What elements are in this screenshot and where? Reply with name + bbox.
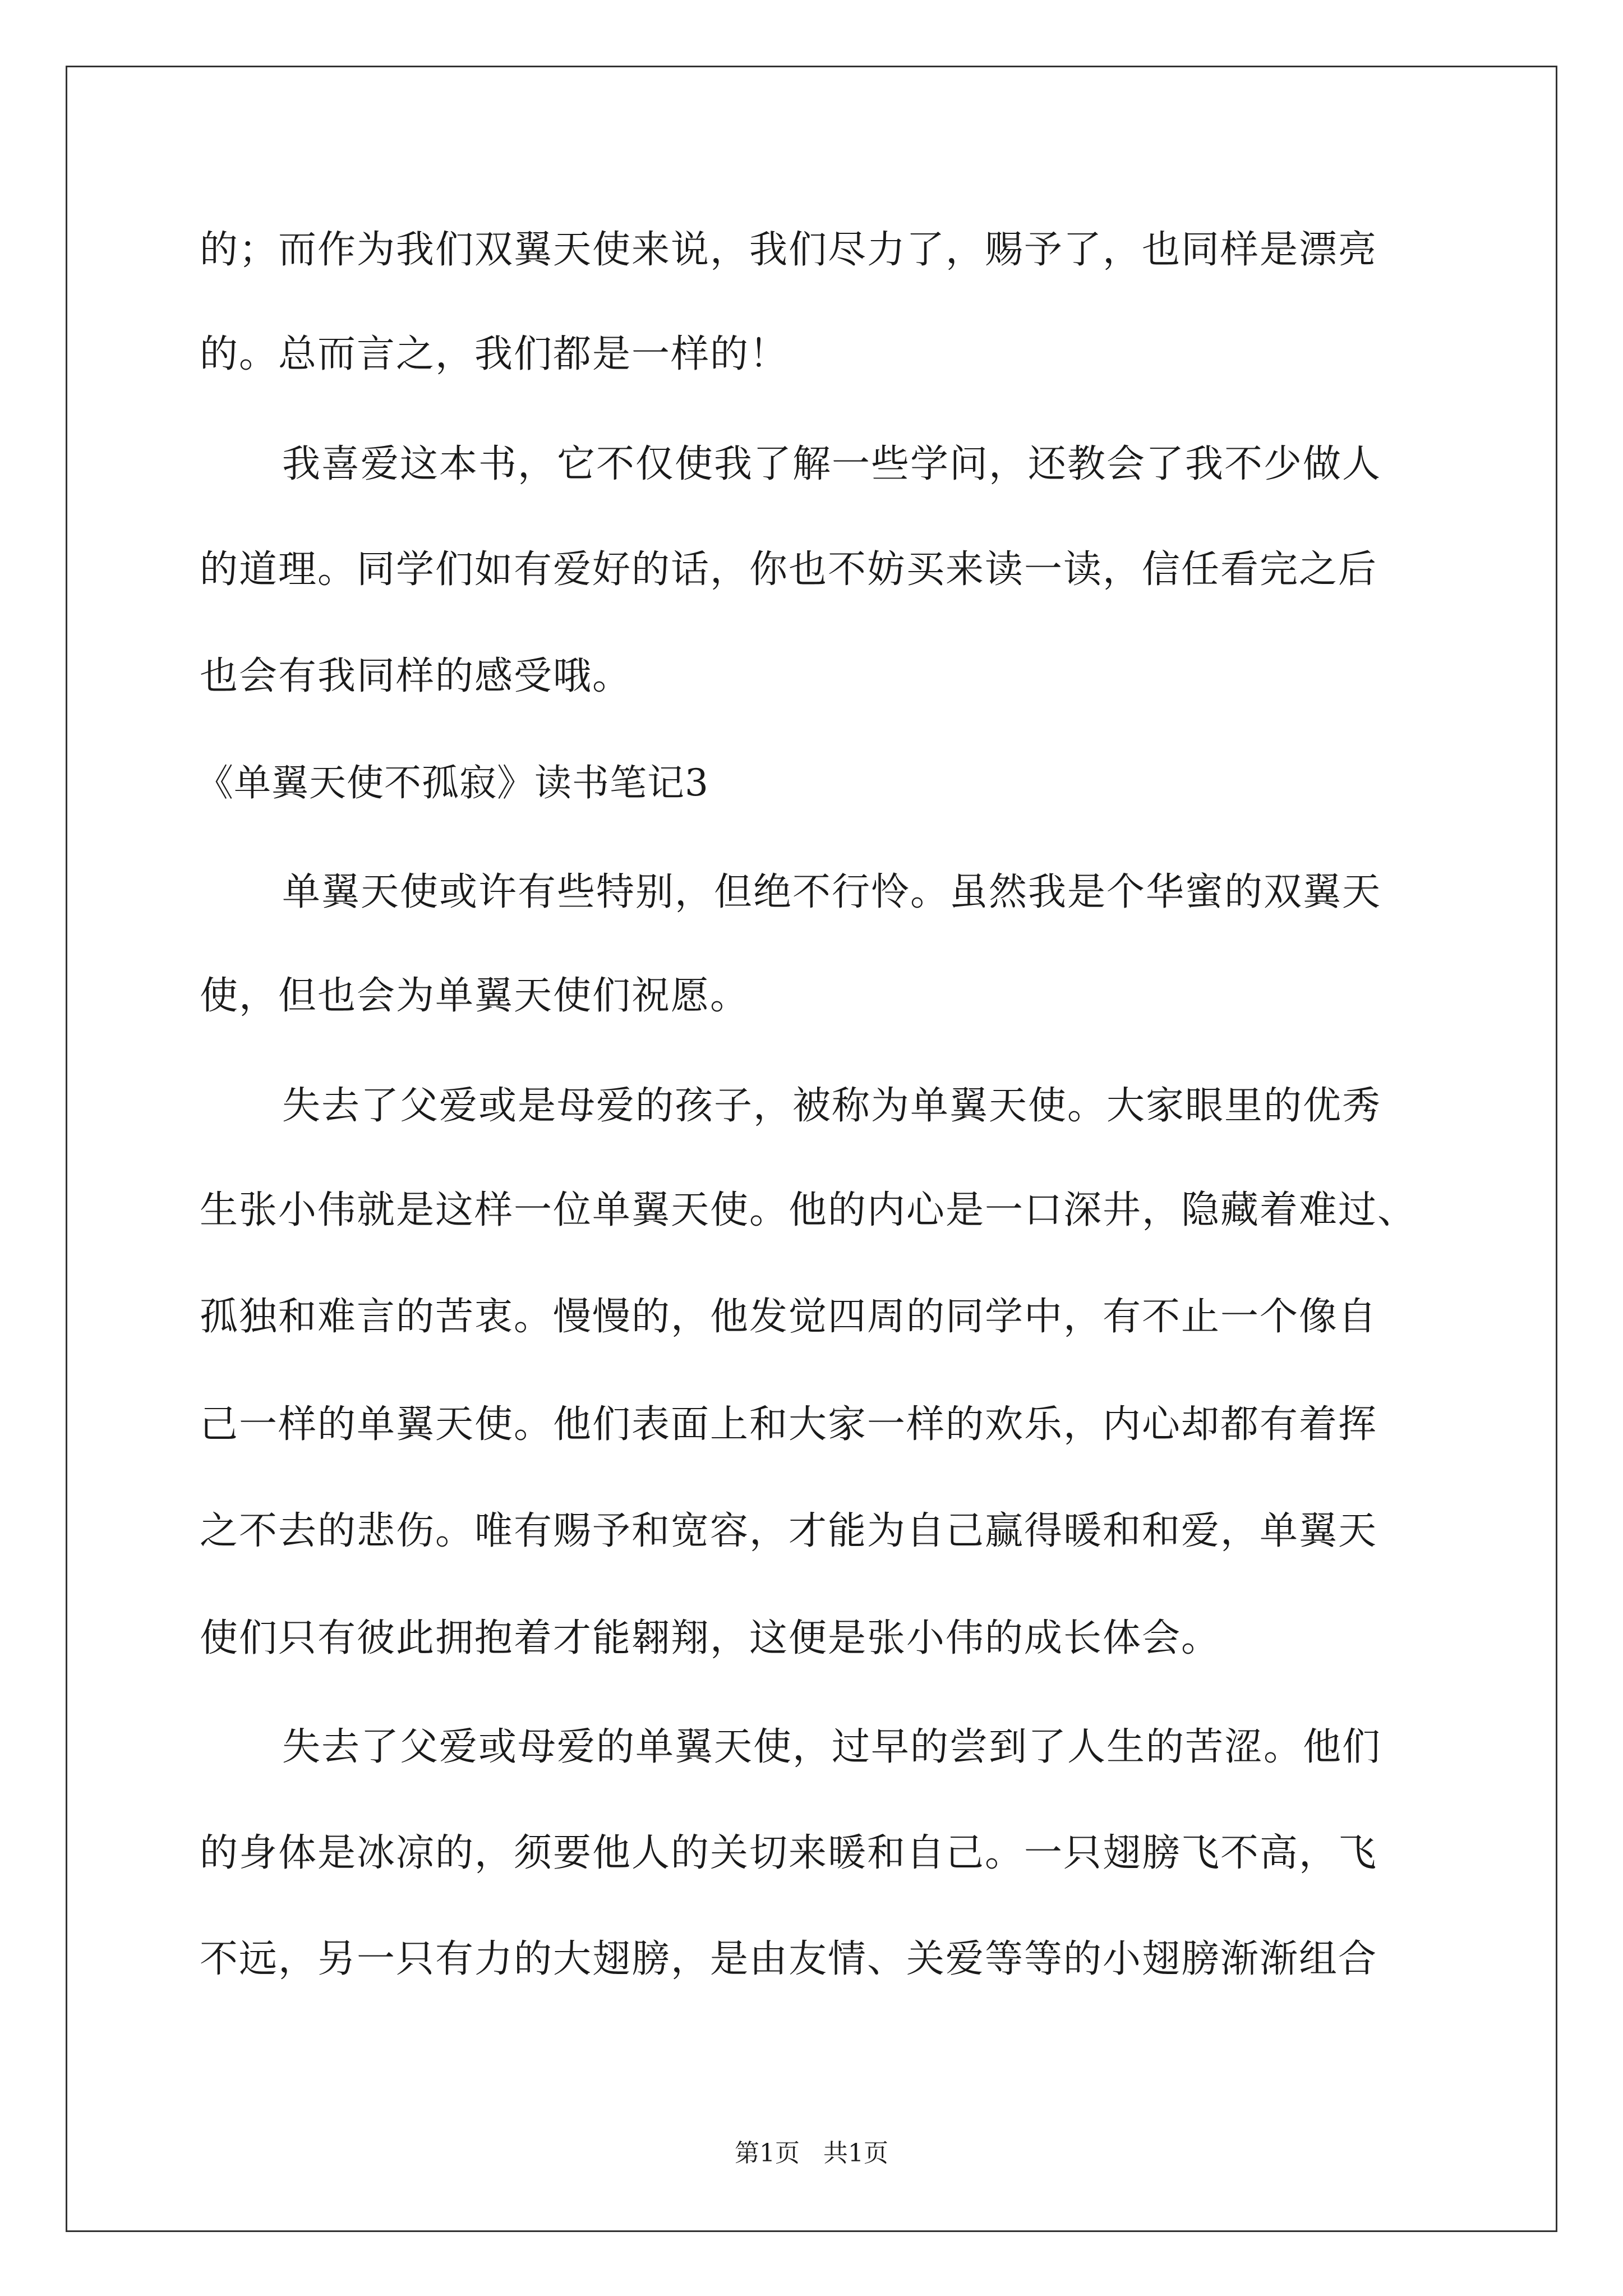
text-line: 使，但也会为单翼天使们祝愿。: [200, 974, 750, 1018]
text-line: 的道理。同学们如有爱好的话，你也不妨买来读一读，信任看完之后: [200, 547, 1378, 592]
text-line: 使们只有彼此拥抱着才能翱翔，这便是张小伟的成长体会。: [200, 1616, 1221, 1660]
text-line: 生张小伟就是这样一位单翼天使。他的内心是一口深井，隐藏着难过、: [200, 1188, 1417, 1232]
text-line: 也会有我同样的感受哦。: [200, 654, 632, 698]
text-line: 的；而作为我们双翼天使来说，我们尽力了，赐予了，也同样是漂亮: [200, 228, 1378, 272]
text-line: 之不去的悲伤。唯有赐予和宽容，才能为自己赢得暖和和爱，单翼天: [200, 1509, 1378, 1553]
text-line: 孤独和难言的苦衷。慢慢的，他发觉四周的同学中，有不止一个像自: [200, 1295, 1378, 1339]
paragraph-first-line: 失去了父爱或是母爱的孩子，被称为单翼天使。大家眼里的优秀: [282, 1084, 1382, 1128]
paragraph-first-line: 我喜爱这本书，它不仅使我了解一些学问，还教会了我不少做人: [282, 442, 1382, 486]
text-line: 的。总而言之，我们都是一样的！: [200, 332, 789, 376]
paragraph-first-line: 单翼天使或许有些特别，但绝不行怜。虽然我是个华蜜的双翼天: [282, 870, 1382, 914]
text-line: 的身体是冰凉的，须要他人的关切来暖和自己。一只翅膀飞不高，飞: [200, 1831, 1378, 1875]
paragraph-first-line: 失去了父爱或母爱的单翼天使，过早的尝到了人生的苦涩。他们: [282, 1725, 1382, 1769]
page-footer: 第1页 共1页: [735, 2139, 888, 2168]
text-line: 不远，另一只有力的大翅膀，是由友情、关爱等等的小翅膀渐渐组合: [200, 1937, 1378, 1981]
section-heading: 《单翼天使不孤寂》读书笔记3: [196, 761, 709, 804]
page-border: [66, 66, 1557, 2232]
text-line: 己一样的单翼天使。他们表面上和大家一样的欢乐，内心却都有着挥: [200, 1402, 1378, 1447]
